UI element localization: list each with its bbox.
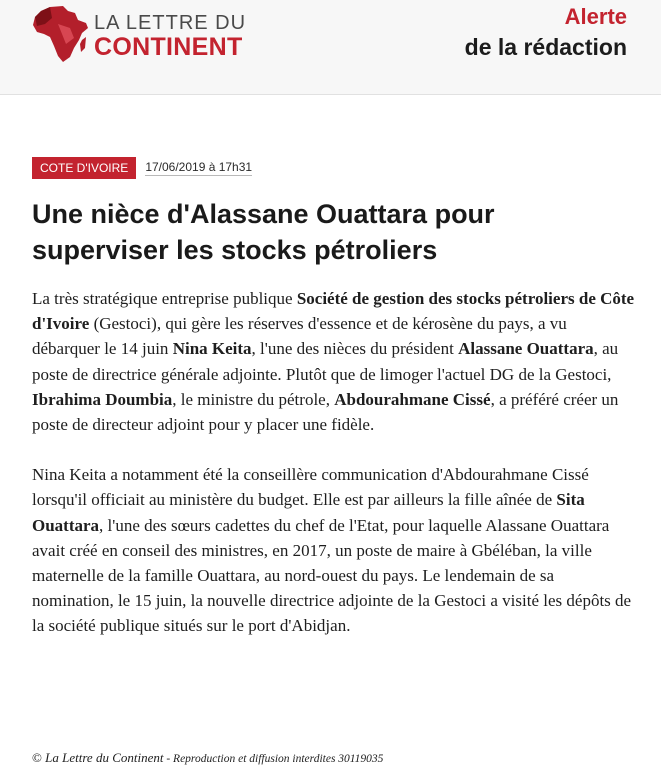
text-span: Nina Keita a notamment été la conseillère communication d'Abdourahmane Cissé lorsqu'il officiait au ministère du budget. Elle est par ailleurs la fille aînée de	[32, 465, 589, 510]
category-badge[interactable]: COTE D'IVOIRE	[32, 157, 136, 179]
editorial-alert-label	[465, 4, 627, 64]
text-span: La très stratégique entreprise publique	[32, 289, 297, 308]
publish-date: 17/06/2019 à 17h31	[145, 160, 253, 174]
title-line-1: Une nièce d'Alassane Ouattara pour	[32, 199, 495, 229]
footer-brand: La Lettre du Continent	[45, 750, 164, 765]
africa-map-icon	[30, 4, 90, 66]
text-span: , au poste de directrice générale adjointe. Plutôt que de limoger l'actuel DG de la Gestoci,	[32, 339, 619, 384]
article-meta	[32, 157, 252, 179]
site-header	[0, 0, 661, 95]
person-name: Abdourahmane Cissé	[334, 389, 491, 409]
company-name: Société de gestion des stocks pétroliers de Côte d'Ivoire	[32, 289, 635, 334]
logo-text-top: LA LETTRE DU	[94, 12, 247, 34]
article-title	[32, 196, 632, 268]
copyright-footer	[32, 750, 383, 766]
person-name: Alassane Ouattara	[458, 339, 594, 359]
person-name: Ibrahima Doumbia	[32, 389, 173, 409]
paragraph-2	[32, 462, 637, 638]
text-span: , a préféré créer un poste de directeur adjoint pour y placer une fidèle.	[32, 389, 619, 435]
article-body	[32, 286, 637, 639]
paragraph-1	[32, 286, 637, 437]
alert-title: Alerte	[564, 4, 627, 29]
person-name: Sita Ouattara	[32, 490, 585, 535]
copyright-symbol: ©	[32, 750, 42, 765]
text-span: (Gestoci), qui gère les réserves d'essence et de kérosène du pays, a vu débarquer le 14 juin	[32, 314, 567, 359]
footer-notice: - Reproduction et diffusion interdites 30119035	[163, 753, 384, 765]
alert-subtitle: de la rédaction	[464, 34, 627, 60]
title-line-2: superviser les stocks pétroliers	[32, 235, 438, 265]
person-name: Nina Keita	[172, 339, 252, 359]
text-span: , le ministre du pétrole,	[172, 389, 335, 409]
site-logo[interactable]	[30, 4, 247, 68]
text-span: , l'une des nièces du président	[251, 339, 459, 359]
logo-text-brand: CONTINENT	[94, 33, 243, 61]
text-span: , l'une des sœurs cadettes du chef de l'Etat, pour laquelle Alassane Ouattara avait créé en conseil des ministres, en 2017, un poste de maire à Gbéléban, la ville maternelle de la famille Ouattara, au nord-ouest du pays. Le lendemain de sa nomination, le 15 juin, la nouvelle directrice adjointe de la Gestoci a visité les dépôts de la société publique situés sur le port d'Abidjan.	[32, 515, 632, 636]
